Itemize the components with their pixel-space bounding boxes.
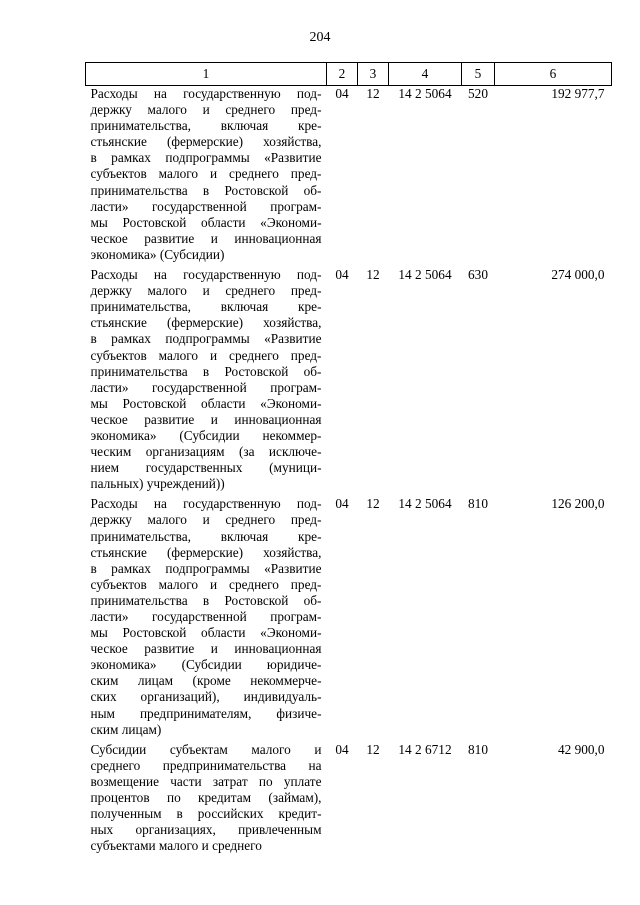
- description-line: субъектов малого и среднего пред-: [90, 576, 322, 592]
- description-line: стьянские (фермерские) хозяйства,: [90, 544, 322, 560]
- description-line: мы Ростовской области «Экономи-: [90, 625, 322, 641]
- description-line: процентов по кредитам (займам),: [90, 790, 322, 806]
- description-line: ческое развитие и инновационная: [90, 641, 322, 657]
- table-body: [86, 86, 612, 859]
- description-line: стьянские (фермерские) хозяйства,: [90, 315, 322, 331]
- page-number: 204: [309, 30, 331, 45]
- table-row: [86, 86, 612, 268]
- section-code: 04: [335, 496, 349, 512]
- description-line: ским лицам (кроме некоммерче-: [90, 673, 322, 689]
- description-line: мы Ростовской области «Экономи-: [90, 214, 322, 230]
- description-line: субъектов малого и среднего пред-: [90, 166, 322, 182]
- subsection-code: 12: [366, 741, 380, 757]
- description-line: экономика» (Субсидии некоммер-: [90, 427, 322, 443]
- description-line: стьянские (фермерские) хозяйства,: [90, 134, 322, 150]
- row-description: [86, 496, 327, 741]
- column-header: 2: [327, 63, 358, 86]
- description-line: ласти» государственной програм-: [90, 198, 322, 214]
- description-line: принимательства, включая кре-: [90, 299, 322, 315]
- amount-value: 42 900,0: [557, 741, 605, 757]
- table-header-row: [86, 63, 612, 86]
- description-line: ческое развитие и инновационная: [90, 230, 322, 246]
- description-line: пальных) учреждений)): [90, 476, 225, 492]
- description-line: экономика» (Субсидии юридиче-: [90, 657, 322, 673]
- description-line: принимательства в Ростовской об-: [90, 363, 322, 379]
- description-line: субъектов малого и среднего пред-: [90, 347, 322, 363]
- description-line: принимательства в Ростовской об-: [90, 182, 322, 198]
- amount-value: 274 000,0: [551, 267, 605, 283]
- row-description: [86, 742, 327, 859]
- description-line: ных организациях, привлеченным: [90, 822, 322, 838]
- description-line: Расходы на государственную под-: [90, 496, 322, 512]
- amount-value: 192 977,7: [551, 86, 605, 101]
- description-line: ским лицам): [90, 721, 162, 737]
- expense-type-code: 630: [468, 267, 488, 283]
- column-header: 5: [462, 63, 495, 86]
- description-line: держку малого и среднего пред-: [90, 512, 322, 528]
- subsection-code: 12: [366, 496, 380, 512]
- description-line: среднего предпринимательства на: [90, 757, 322, 773]
- table-row: [86, 267, 612, 496]
- expense-type-code: 520: [468, 86, 488, 101]
- row-description: [86, 86, 327, 268]
- target-article-code: 14 2 5064: [398, 267, 452, 283]
- description-line: нием государственных (муници-: [90, 460, 322, 476]
- description-line: принимательства, включая кре-: [90, 528, 322, 544]
- description-line: ласти» государственной програм-: [90, 609, 322, 624]
- description-line: ным предпринимателям, физиче-: [90, 705, 322, 721]
- amount-value: 126 200,0: [551, 496, 605, 512]
- description-line: в рамках подпрограммы «Развитие: [90, 560, 322, 576]
- description-line: Расходы на государственную под-: [90, 267, 322, 283]
- description-line: полученным в российских кредит-: [90, 806, 322, 822]
- column-header: 3: [358, 63, 389, 86]
- row-description: [86, 267, 327, 496]
- subsection-code: 12: [366, 86, 380, 101]
- description-line: в рамках подпрограммы «Развитие: [90, 150, 322, 166]
- column-header: 4: [389, 63, 462, 86]
- description-line: экономика» (Субсидии): [90, 246, 225, 262]
- column-header: 1: [86, 63, 327, 86]
- description-line: принимательства, включая кре-: [90, 118, 322, 134]
- description-line: принимательства в Ростовской об-: [90, 592, 322, 608]
- description-line: субъектами малого и среднего: [90, 838, 262, 854]
- target-article-code: 14 2 5064: [398, 86, 452, 101]
- table-row: [86, 742, 612, 859]
- description-line: в рамках подпрограммы «Развитие: [90, 331, 322, 347]
- description-line: возмещение части затрат по уплате: [90, 773, 322, 789]
- description-line: держку малого и среднего пред-: [90, 102, 322, 118]
- description-line: Расходы на государственную под-: [90, 86, 322, 101]
- description-line: ческим организациям (за исключе-: [90, 444, 322, 460]
- target-article-code: 14 2 5064: [398, 496, 452, 512]
- expense-type-code: 810: [468, 741, 488, 757]
- budget-table: [85, 62, 612, 858]
- subsection-code: 12: [366, 267, 380, 283]
- description-line: мы Ростовской области «Экономи-: [90, 395, 322, 411]
- section-code: 04: [335, 741, 349, 757]
- table-row: [86, 496, 612, 741]
- section-code: 04: [335, 86, 349, 101]
- description-line: ских организаций), индивидуаль-: [90, 689, 322, 705]
- target-article-code: 14 2 6712: [398, 741, 452, 757]
- column-header: 6: [495, 63, 612, 86]
- description-line: ласти» государственной програм-: [90, 379, 322, 395]
- description-line: Субсидии субъектам малого и: [90, 741, 322, 757]
- description-line: держку малого и среднего пред-: [90, 283, 322, 299]
- description-line: ческое развитие и инновационная: [90, 411, 322, 427]
- expense-type-code: 810: [468, 496, 488, 512]
- section-code: 04: [335, 267, 349, 283]
